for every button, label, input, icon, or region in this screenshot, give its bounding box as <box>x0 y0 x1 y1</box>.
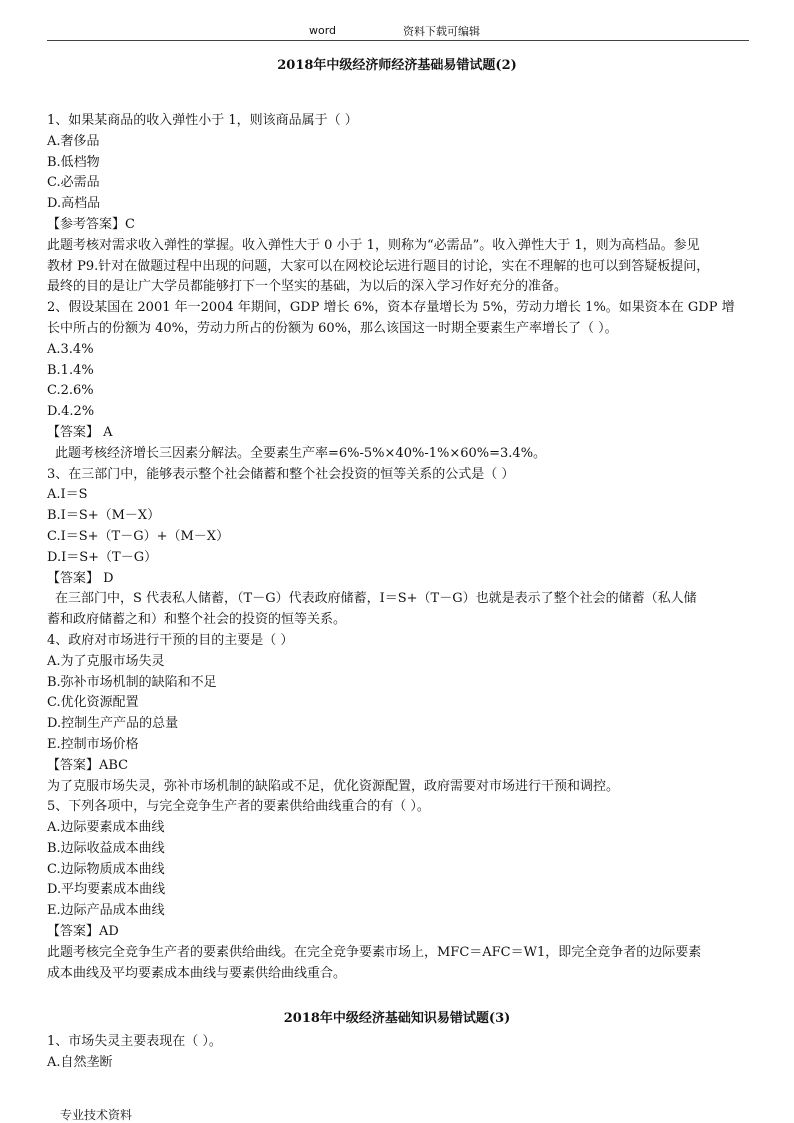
section-1-title: 2018年中级经济师经济基础易错试题(2) <box>277 58 517 73</box>
option: A.边际要素成本曲线 <box>47 820 165 836</box>
option: D.I＝S+（T－G） <box>47 549 158 565</box>
answer: 【答案】AD <box>47 924 119 940</box>
answer: 【答案】 D <box>47 570 114 586</box>
answer: 【答案】 A <box>47 424 113 440</box>
explanation: 此题考核经济增长三因素分解法。全要素生产率=6%-5%×40%-1%×60%=3.4%。 <box>55 445 547 461</box>
option: E.边际产品成本曲线 <box>47 903 165 919</box>
option: D.控制生产产品的总量 <box>47 716 179 732</box>
explanation: 蓄和政府储蓄之和）和整个社会的投资的恒等关系。 <box>47 612 347 628</box>
option: D.4.2% <box>47 404 95 420</box>
option: B.1.4% <box>47 362 94 378</box>
header-word-label: word <box>309 24 337 37</box>
option: C.2.6% <box>47 383 94 399</box>
question-3: 3、在三部门中，能够表示整个社会储蓄和整个社会投资的恒等关系的公式是（ ） <box>47 466 515 482</box>
question-1: 1、市场失灵主要表现在（ ）。 <box>47 1034 222 1050</box>
question-2: 2、假设某国在 2001 年一2004 年期间，GDP 增长 6%，资本存量增长为 5%，劳动力增长 1%。如果资本在 GDP 增 <box>47 300 735 316</box>
option: A.3.4% <box>47 341 94 357</box>
explanation: 此题考核完全竞争生产者的要素供给曲线。在完全竞争要素市场上，MFC＝AFC＝W1，即完全竞争者的边际要素 <box>47 944 702 960</box>
explanation: 最终的目的是让广大学员都能够打下一个坚实的基础，为以后的深入学习作好充分的准备。 <box>47 279 568 295</box>
page-header <box>47 20 749 41</box>
option: A.I＝S <box>47 487 88 503</box>
option: A.奢侈品 <box>47 133 100 149</box>
answer: 【答案】ABC <box>47 757 129 773</box>
answer: 【参考答案】C <box>47 216 135 232</box>
option: B.边际收益成本曲线 <box>47 840 165 856</box>
explanation: 在三部门中，S 代表私人储蓄，（T－G）代表政府储蓄，I＝S+（T－G）也就是表示了整个社会的储蓄（私人储 <box>55 591 697 607</box>
option: B.低档物 <box>47 154 100 170</box>
explanation: 此题考核对需求收入弹性的掌握。收入弹性大于 0 小于 1，则称为“必需品”。收入弹性大于 1，则为高档品。参见 <box>47 237 700 253</box>
document-body <box>47 111 749 1074</box>
option: C.必需品 <box>47 175 100 191</box>
option: C.边际物质成本曲线 <box>47 861 165 877</box>
option: B.弥补市场机制的缺陷和不足 <box>47 674 217 690</box>
question-1: 1、如果某商品的收入弹性小于 1，则该商品属于（ ） <box>47 113 358 128</box>
explanation: 教材 P9.针对在做题过程中出现的问题，大家可以在网校论坛进行题目的讨论，实在不理解的也可以到答疑板提问， <box>47 258 710 274</box>
option: C.优化资源配置 <box>47 695 139 711</box>
option: A.自然垄断 <box>47 1055 113 1071</box>
option: C.I＝S+（T－G）+（M－X） <box>47 528 230 544</box>
option: A.为了克服市场失灵 <box>47 653 165 669</box>
option: E.控制市场价格 <box>47 736 139 752</box>
explanation: 为了克服市场失灵，弥补市场机制的缺陷或不足，优化资源配置，政府需要对市场进行干预和调控。 <box>47 778 620 794</box>
page-footer: 专业技术资料 <box>60 1108 133 1122</box>
header-download-note: 资料下载可编辑 <box>403 25 480 38</box>
option: D.平均要素成本曲线 <box>47 882 166 898</box>
explanation: 成本曲线及平均要素成本曲线与要素供给曲线重合。 <box>47 965 347 981</box>
option: B.I＝S+（M－X） <box>47 508 161 524</box>
section-2-body <box>47 1032 749 1074</box>
question-4: 4、政府对市场进行干预的目的主要是（ ） <box>47 632 294 648</box>
option: D.高档品 <box>47 196 101 212</box>
question-5: 5、下列各项中，与完全竞争生产者的要素供给曲线重合的有（ ）。 <box>47 799 430 815</box>
question-2-continued: 长中所占的份额为 40%，劳动力所占的份额为 60%，那么该国这一时期全要素生产率增长了（ ）。 <box>47 320 618 336</box>
section-2-title: 2018年中级经济基础知识易错试题(3) <box>283 1011 511 1027</box>
section-1-body <box>47 111 749 984</box>
